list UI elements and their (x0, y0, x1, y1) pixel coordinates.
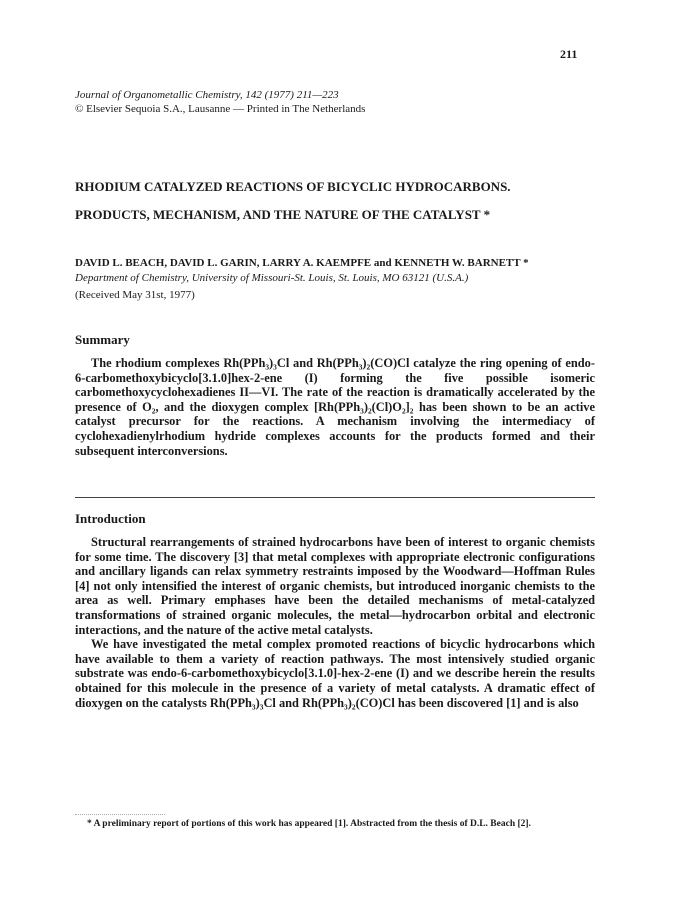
summary-heading: Summary (75, 332, 130, 347)
section-divider (75, 497, 595, 498)
affiliation: Department of Chemistry, University of Missouri-St. Louis, St. Louis, MO 63121 (U.S.A.) (75, 272, 469, 284)
footnote-text: * A preliminary report of portions of this work has appeared [1]. Abstracted from the thesis of D.L. Beach [2]. (87, 819, 531, 829)
introduction-heading: Introduction (75, 511, 146, 526)
title-line-1: RHODIUM CATALYZED REACTIONS OF BICYCLIC HYDROCARBONS. (75, 179, 511, 194)
summary-text: The rhodium complexes Rh(PPh₃)₃Cl and Rh(PPh₃)₂(CO)Cl catalyze the ring opening of endo-6-carbomethoxybicyclo[3.1.0]hex-2-ene (I) forming the five possible isomeric carbomethoxycyclohexadienes II—VI. The rate of the reaction is dramatically accelerated by the presence of O₂, and the dioxygen complex [Rh(PPh₃)₂(Cl)O₂]₂ has been shown to be an active catalyst precursor for the reactions. A mechanism involving the intermediacy of cyclohexadienylrhodium hydride complexes accounts for the products formed and their subsequent interconversions. (75, 356, 595, 458)
introduction-section (75, 535, 595, 710)
intro-paragraph-2: We have investigated the metal complex promoted reactions of bicyclic hydrocarbons which have available to them a variety of reaction pathways. The most intensively studied organic substrate was endo-6-carbomethoxybicyclo[3.1.0]-hex-2-ene (I) and we describe herein the results obtained for this molecule in the presence of a variety of metal catalysts. A dramatic effect of dioxygen on the catalysts Rh(PPh₃)₃Cl and Rh(PPh₃)₂(CO)Cl has been discovered [1] and is also (75, 637, 595, 710)
intro-paragraph-1: Structural rearrangements of strained hydrocarbons have been of interest to organic chemists for some time. The discovery [3] that metal complexes with appropriate electronic configurations and ancillary ligands can relax symmetry restraints imposed by the Woodward—Hoffman Rules [4] not only intensified the interest of organic chemists, but introduced inorganic chemists to the area as well. Primary emphases have been the detailed mechanisms of metal-catalyzed transformations of strained organic molecules, the metal—hydrocarbon orbital and electronic interactions, and the nature of the active metal catalysts. (75, 535, 595, 637)
footnote-divider (75, 814, 165, 815)
summary-section (75, 356, 595, 458)
publisher-line: © Elsevier Sequoia S.A., Lausanne — Printed in The Netherlands (75, 103, 366, 115)
page-number: 211 (560, 47, 578, 61)
journal-citation: Journal of Organometallic Chemistry, 142 (1977) 211—223 (75, 89, 339, 101)
title-line-2: PRODUCTS, MECHANISM, AND THE NATURE OF THE CATALYST * (75, 207, 491, 222)
author-list: DAVID L. BEACH, DAVID L. GARIN, LARRY A. KAEMPFE and KENNETH W. BARNETT * (75, 257, 529, 269)
footnote-section (75, 819, 595, 830)
received-date: (Received May 31st, 1977) (75, 289, 195, 301)
article-title (75, 179, 615, 222)
journal-header (75, 88, 615, 116)
